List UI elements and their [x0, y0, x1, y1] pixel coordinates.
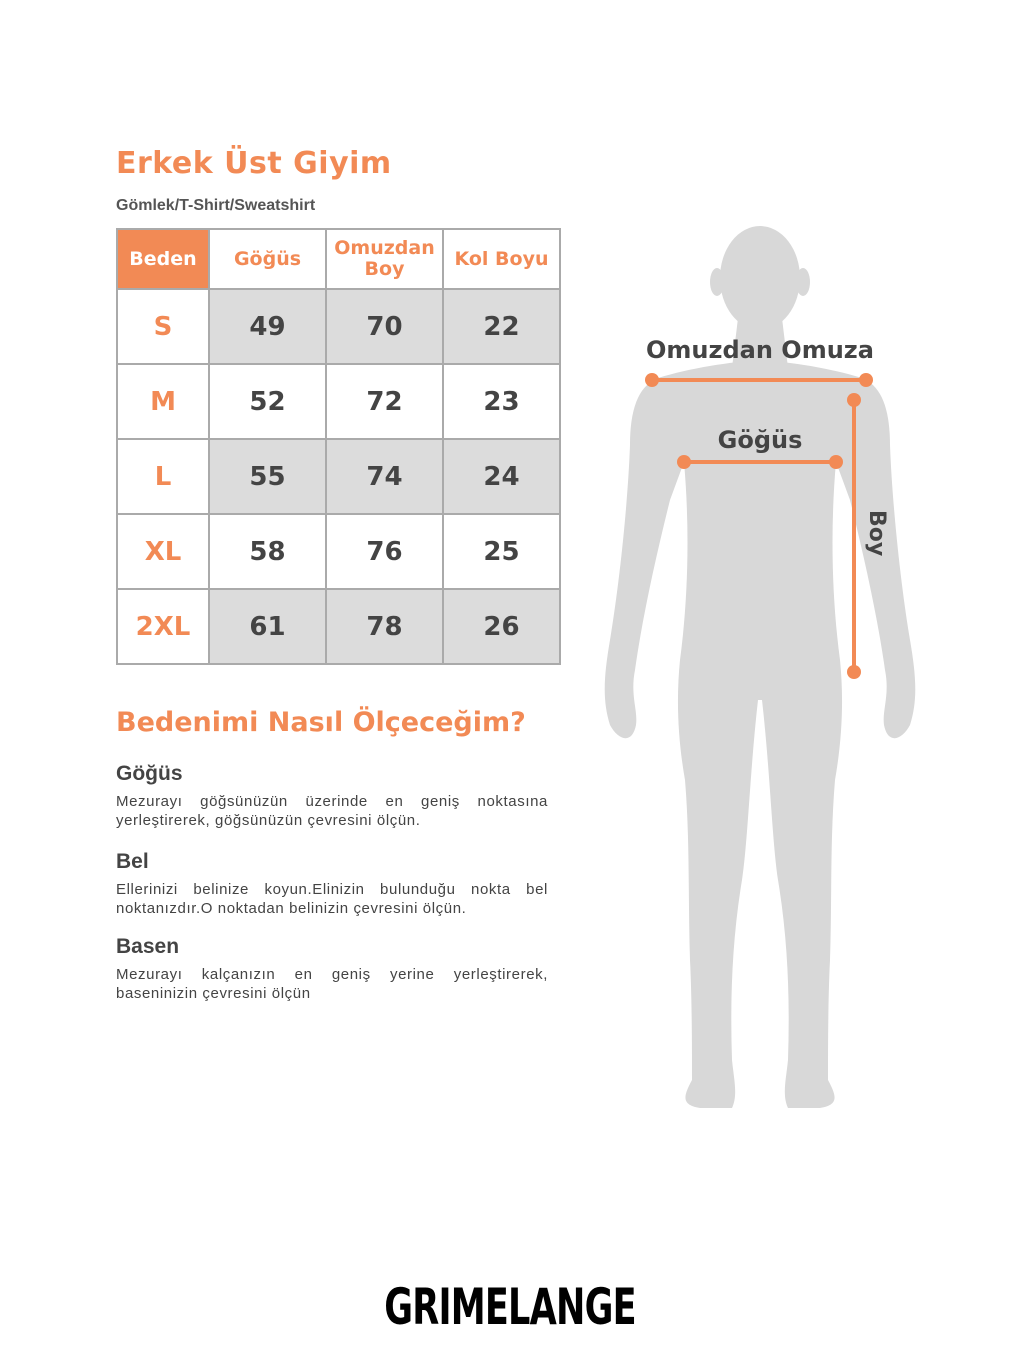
- size-cell: L: [117, 439, 209, 514]
- sleeve-cell: 24: [443, 439, 560, 514]
- size-cell: XL: [117, 514, 209, 589]
- size-cell: 2XL: [117, 589, 209, 664]
- brand-logo: GRIMELANGE: [384, 1278, 636, 1336]
- chest-label: Göğüs: [717, 426, 803, 454]
- size-cell: S: [117, 289, 209, 364]
- sleeve-cell: 25: [443, 514, 560, 589]
- length-cell: 70: [326, 289, 443, 364]
- how-to-measure-title: Bedenimi Nasıl Ölçeceğim?: [116, 707, 526, 738]
- table-row: [117, 364, 560, 439]
- measure-heading: Göğüs: [116, 762, 183, 785]
- table-row: [117, 514, 560, 589]
- measure-text: Mezurayı kalçanızın en geniş yerine yerleştirerek, baseninizin çevresini ölçün: [116, 966, 548, 1002]
- chest-cell: 58: [209, 514, 326, 589]
- body-figure: [580, 200, 940, 1120]
- header-gogus: Göğüs: [209, 229, 326, 289]
- shoulder-label: Omuzdan Omuza: [646, 336, 874, 364]
- measure-heading: Bel: [116, 850, 149, 873]
- length-cell: 78: [326, 589, 443, 664]
- length-cell: 72: [326, 364, 443, 439]
- length-cell: 76: [326, 514, 443, 589]
- length-cell: 74: [326, 439, 443, 514]
- measure-text: Mezurayı göğsünüzün üzerinde en geniş noktasına yerleştirerek, göğsünüzün çevresini ölçün.: [116, 793, 548, 829]
- size-table: [116, 228, 561, 665]
- table-row: [117, 289, 560, 364]
- header-kol-boyu: Kol Boyu: [443, 229, 560, 289]
- header-beden: Beden: [117, 229, 209, 289]
- header-omuzdan-boy: [326, 229, 443, 289]
- sleeve-cell: 22: [443, 289, 560, 364]
- table-row: [117, 589, 560, 664]
- sleeve-cell: 26: [443, 589, 560, 664]
- sleeve-cell: 23: [443, 364, 560, 439]
- page-title: Erkek Üst Giyim: [116, 146, 392, 181]
- length-label: Boy: [864, 510, 889, 557]
- measure-heading: Basen: [116, 935, 180, 958]
- header-omuzdan-line1: Omuzdan: [334, 237, 435, 259]
- size-cell: M: [117, 364, 209, 439]
- measure-section-gogus: [116, 762, 548, 830]
- page-subtitle: Gömlek/T-Shirt/Sweatshirt: [116, 197, 316, 214]
- header-omuzdan-line2: Boy: [364, 258, 405, 280]
- measure-section-basen: [116, 935, 548, 1003]
- chest-cell: 49: [209, 289, 326, 364]
- table-header-row: [117, 229, 560, 289]
- chest-cell: 52: [209, 364, 326, 439]
- table-row: [117, 439, 560, 514]
- chest-cell: 61: [209, 589, 326, 664]
- measure-section-bel: [116, 850, 548, 918]
- chest-cell: 55: [209, 439, 326, 514]
- measure-text: Ellerinizi belinize koyun.Elinizin bulunduğu nokta bel noktanızdır.O noktadan belinizin çevresini ölçün.: [116, 881, 548, 917]
